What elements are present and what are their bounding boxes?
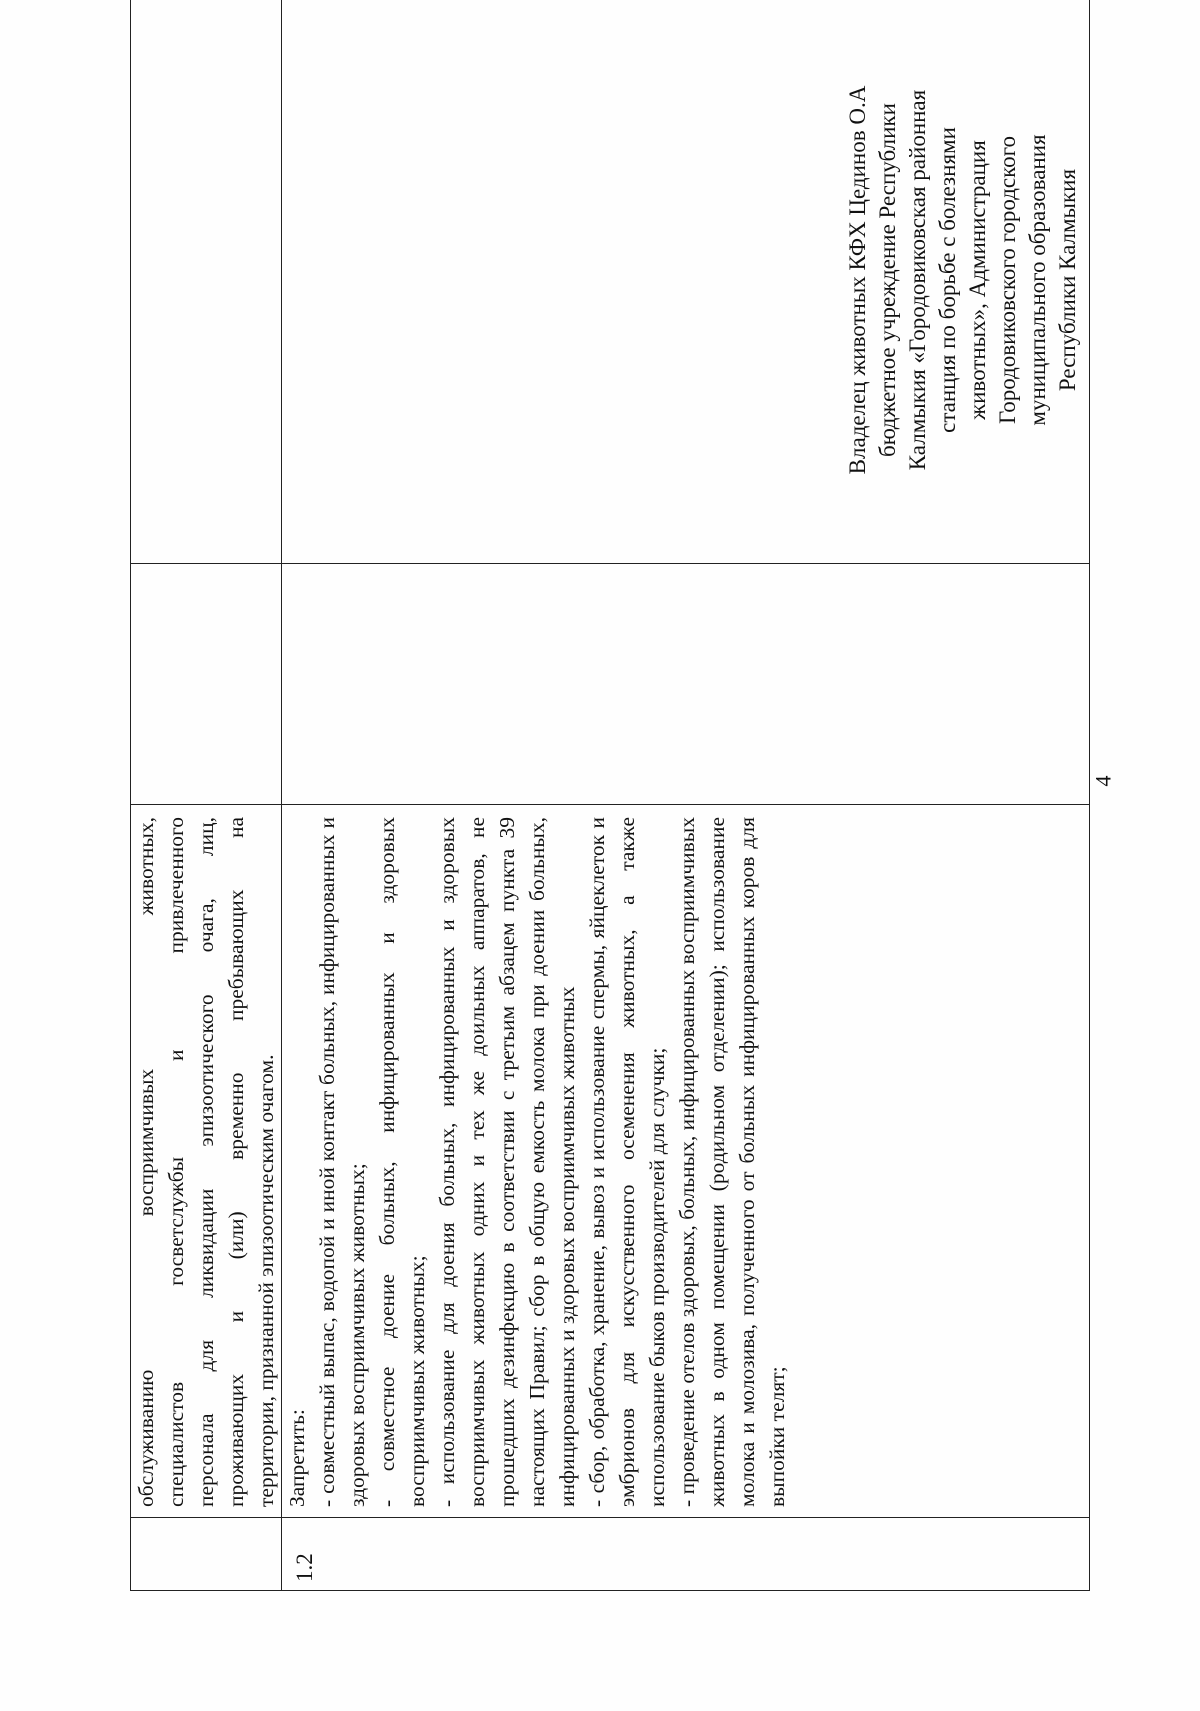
measure-item: - проведение отелов здоровых, больных, инфицированных восприимчивых животных в одном помещении (родильном отделении); использование молока и молозива, полученного от больных инфицированных коров для выпойки телят; (675, 817, 789, 1507)
measure-item: - сбор, обработка, хранение, вывоз и использование спермы, яйцеклеток и эмбрионов для искусственного осеменения животных, а также использование быков производителей для случки; (585, 817, 669, 1507)
cell-deadline (282, 564, 1090, 805)
rotated-table-area (130, 51, 1080, 1591)
cell-responsible (131, 0, 282, 564)
measure-item: - совместный выпас, водопой и иной контакт больных, инфицированных и здоровых восприимчивых животных; (315, 817, 369, 1507)
responsible-line: Республики Калмыкия (1055, 168, 1080, 392)
cell-number: 1.2 (282, 1518, 1090, 1591)
cell-measure-text (282, 805, 1090, 1518)
responsible-line: станция по борьбе с болезнями (935, 127, 960, 433)
responsible-line: бюджетное учреждение Республики (875, 103, 900, 457)
page-number: 4 (1090, 775, 1116, 787)
cell-responsible (282, 0, 1090, 564)
text-line: территории, признанной эпизоотическим очагом. (254, 1054, 278, 1507)
table-row-continuation (131, 0, 282, 1591)
responsible-line: животных», Администрация (965, 140, 990, 420)
measure-intro: Запретить: (285, 1409, 309, 1507)
text-line: специалистов госветслужбы и привлеченного (164, 817, 188, 1507)
cell-measure-text (131, 805, 282, 1518)
table-row-1-2 (282, 0, 1090, 1591)
cell-deadline (131, 564, 282, 805)
measure-item: - использование для доения больных, инфицированных и здоровых восприимчивых животных одних и тех же доильных аппаратов, не прошедших дезинфекцию в соответствии с третьим абзацем пункта 39 настоящих Правил; сбор в общую емкость молока при доении больных, инфицированных и здоровых восприимчивых животных (435, 817, 579, 1507)
measure-item: - совместное доение больных, инфицированных и здоровых восприимчивых животных; (375, 817, 429, 1507)
text-line: обслуживанию восприимчивых животных, (134, 817, 158, 1507)
responsible-line: Владелец животных КФХ Цединов О.А (845, 85, 870, 475)
responsible-line: Городовиковского городского (995, 135, 1020, 425)
cell-number (131, 1518, 282, 1591)
responsible-line: муниципального образования (1025, 134, 1050, 426)
responsible-text (843, 7, 1089, 553)
measures-table (130, 0, 1090, 1591)
text-line: персонала для ликвидации эпизоотического очага, лиц, (194, 817, 218, 1507)
responsible-line: Калмыкия «Городовиковская районная (905, 89, 930, 471)
text-line: проживающих и (или) временно пребывающих на (224, 817, 248, 1507)
